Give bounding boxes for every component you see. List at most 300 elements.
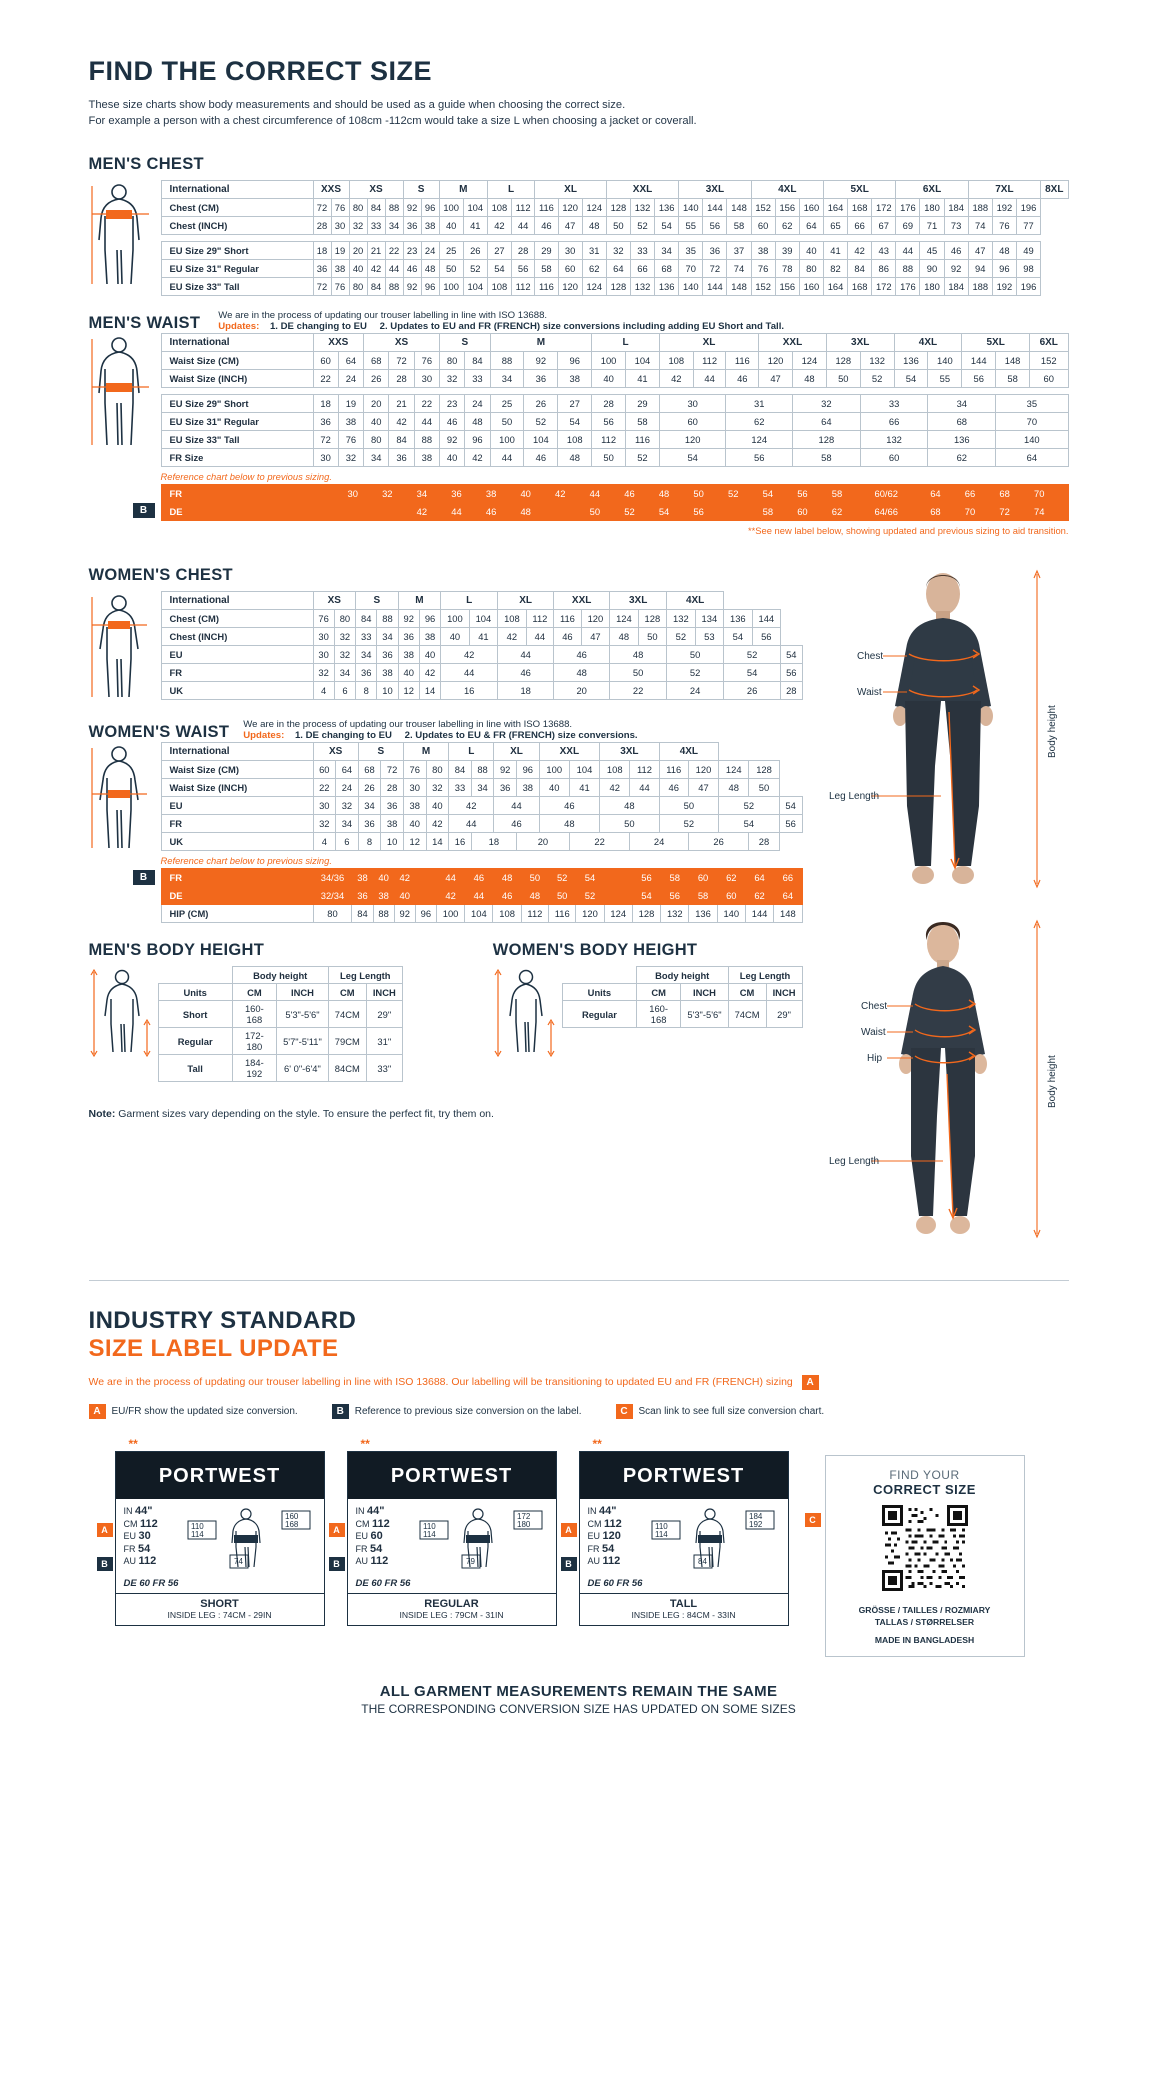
- tag-b: B: [332, 1404, 349, 1419]
- cell: 132: [860, 431, 928, 449]
- update-line-1: We are in the process of updating our trouser labelling in line with ISO 13688.: [243, 719, 573, 731]
- cell: 76: [414, 352, 439, 370]
- cell: 40: [349, 260, 367, 278]
- header-cell: INCH: [681, 984, 728, 1001]
- photo-label-chest: Chest: [856, 651, 883, 663]
- cell: 6: [336, 833, 359, 851]
- cell: 42: [441, 646, 498, 664]
- cell: 58: [820, 485, 855, 503]
- table-row: [161, 199, 1068, 217]
- svg-text:74: 74: [233, 1557, 243, 1567]
- table-header-row: [161, 743, 802, 761]
- header-cell: XXL: [554, 592, 610, 610]
- cell: 48: [992, 242, 1016, 260]
- cell: 33: [356, 628, 377, 646]
- cell: 148: [727, 278, 751, 296]
- table-row: [161, 370, 1068, 388]
- cell: 60: [751, 217, 775, 235]
- cell: 23: [403, 242, 421, 260]
- svg-text:79: 79: [465, 1557, 475, 1567]
- svg-text:184: 184: [748, 1512, 762, 1522]
- cell: 44: [439, 503, 474, 521]
- mens-body-height-block: [89, 941, 403, 1082]
- cell: 31: [582, 242, 606, 260]
- cell: 46: [554, 646, 610, 664]
- row-label: DE: [161, 887, 313, 905]
- cell: 124: [582, 278, 606, 296]
- cell: 40: [373, 869, 394, 887]
- row-label: Chest (INCH): [161, 628, 313, 646]
- label-inside-leg-3: INSIDE LEG : 84CM - 33IN: [631, 1610, 736, 1621]
- header-cell: XS: [313, 743, 358, 761]
- cell: 124: [793, 352, 827, 370]
- qr-code-image[interactable]: [836, 1505, 1014, 1596]
- cell: 62: [726, 413, 793, 431]
- cell: 19: [331, 242, 349, 260]
- table-row: [161, 610, 802, 628]
- cell: 92: [403, 278, 421, 296]
- cell: 5'3"-5'6": [277, 1001, 329, 1028]
- cell: 56: [785, 485, 820, 503]
- cell: 54: [647, 503, 682, 521]
- row-label: Short: [158, 1001, 232, 1028]
- cell: 36: [358, 815, 381, 833]
- header-cell: XL: [494, 743, 539, 761]
- cell: 92: [944, 260, 968, 278]
- header-cell: 3XL: [610, 592, 667, 610]
- table-row: [158, 1028, 402, 1055]
- table-row: [161, 260, 1068, 278]
- cell: 42: [419, 664, 440, 682]
- cell: 116: [554, 610, 582, 628]
- cell: 92: [494, 761, 517, 779]
- cell: 32: [334, 628, 355, 646]
- cell: 22: [569, 833, 630, 851]
- cell: 112: [592, 431, 626, 449]
- header-cell: INCH: [366, 984, 402, 1001]
- cell: 66: [848, 217, 872, 235]
- cell: 48: [493, 869, 521, 887]
- header-cell: 5XL: [962, 334, 1030, 352]
- label-reference-badge-b-women: B: [133, 870, 155, 885]
- cell: 88: [490, 352, 524, 370]
- header-cell: CM: [232, 984, 276, 1001]
- cell: 20: [349, 242, 367, 260]
- cell: 40: [441, 628, 469, 646]
- cell: 66: [953, 485, 988, 503]
- row-label: FR: [161, 869, 313, 887]
- svg-text:110: 110: [190, 1522, 204, 1532]
- cell: 8: [358, 833, 381, 851]
- cell: 124: [582, 199, 606, 217]
- cell: 156: [775, 199, 799, 217]
- cell: 108: [493, 905, 521, 923]
- header-cell: 4XL: [894, 334, 962, 352]
- cell: 52: [612, 503, 647, 521]
- cell: 144: [703, 278, 727, 296]
- cell: 52: [860, 370, 894, 388]
- cell: 42: [436, 887, 464, 905]
- cell: [604, 869, 632, 887]
- cell: 54: [655, 217, 679, 235]
- header-cell: S: [356, 592, 399, 610]
- cell: 46: [439, 413, 464, 431]
- table-row: [161, 503, 1068, 521]
- cell: 34: [377, 628, 398, 646]
- cell: 100: [592, 352, 626, 370]
- cell: 96: [516, 761, 539, 779]
- cell: 36: [313, 413, 338, 431]
- label-figure-3: [650, 1505, 780, 1573]
- cell: 52: [576, 887, 604, 905]
- label-inside-leg-2: INSIDE LEG : 79CM - 31IN: [399, 1610, 504, 1621]
- cell: 46: [726, 370, 759, 388]
- label-inside-leg-1: INSIDE LEG : 74CM - 29IN: [167, 1610, 272, 1621]
- cell: 50: [592, 449, 626, 467]
- cell: 6' 0"-6'4": [277, 1055, 329, 1082]
- cell: 38: [398, 646, 419, 664]
- cell: 49: [1016, 242, 1040, 260]
- womens-waist-figure: [89, 742, 161, 854]
- cell: 35: [679, 242, 703, 260]
- cell: 78: [775, 260, 799, 278]
- cell: 44: [526, 628, 554, 646]
- label-tag-a-3: A: [561, 1523, 577, 1537]
- cell: 62: [717, 869, 745, 887]
- cell: 152: [751, 278, 775, 296]
- cell: 46: [524, 449, 558, 467]
- cell: 112: [693, 352, 726, 370]
- table-row: [158, 1055, 402, 1082]
- cell: 82: [823, 260, 847, 278]
- cell: 96: [415, 905, 436, 923]
- cell: 104: [463, 199, 487, 217]
- row-label: EU Size 33" Tall: [161, 278, 313, 296]
- industry-title-2: SIZE LABEL UPDATE: [88, 1335, 339, 1363]
- cell: 64: [745, 869, 773, 887]
- cell: 36: [381, 797, 404, 815]
- cell: 96: [421, 199, 439, 217]
- cell: 58: [996, 370, 1030, 388]
- cell: 160-168: [232, 1001, 276, 1028]
- label-fit-1: SHORT: [200, 1598, 239, 1611]
- industry-intro: [89, 1375, 1069, 1390]
- cell: 88: [471, 761, 494, 779]
- qr-foot-2: TALLAS / STØRRELSER: [874, 1617, 975, 1628]
- cell: 48: [610, 646, 667, 664]
- cell: 24: [338, 370, 363, 388]
- cell: 132: [860, 352, 894, 370]
- table-row: [161, 797, 802, 815]
- table-row: [161, 217, 1068, 235]
- stars-marker-2: **: [360, 1437, 370, 1452]
- cell: 108: [498, 610, 526, 628]
- table-header-row: [158, 984, 402, 1001]
- cell: 39: [775, 242, 799, 260]
- cell: 46: [498, 664, 554, 682]
- cell: 56: [779, 815, 802, 833]
- cell: 74CM: [328, 1001, 366, 1028]
- cell: 176: [896, 199, 920, 217]
- cell: 88: [385, 199, 403, 217]
- cell: 96: [558, 352, 592, 370]
- cell: 46: [465, 869, 493, 887]
- cell: 50: [667, 646, 724, 664]
- cell: 70: [679, 260, 703, 278]
- cell: 44: [465, 887, 493, 905]
- cell: 58: [626, 413, 660, 431]
- cell: 90: [920, 260, 944, 278]
- mens-waist-update-note: [218, 310, 784, 332]
- cell: 34: [490, 370, 524, 388]
- cell: 152: [751, 199, 775, 217]
- cell: 30: [335, 485, 370, 503]
- header-cell: Body height: [232, 967, 328, 984]
- spec-value: 54: [138, 1542, 151, 1555]
- cell: 36: [377, 646, 398, 664]
- cell: 80: [439, 352, 464, 370]
- cell: 124: [610, 610, 638, 628]
- cell: 21: [367, 242, 385, 260]
- header-cell: 4XL: [751, 181, 823, 199]
- cell: 38: [338, 413, 363, 431]
- cell: 76: [403, 761, 426, 779]
- cell: 104: [569, 761, 599, 779]
- cell: 32: [439, 370, 464, 388]
- cell: 40: [539, 779, 569, 797]
- cell: 50: [749, 779, 779, 797]
- spec-key: AU: [587, 1556, 601, 1567]
- cell: 46: [659, 779, 688, 797]
- cell: 96: [465, 431, 490, 449]
- row-label: Waist Size (INCH): [161, 370, 313, 388]
- cell: 42: [389, 413, 414, 431]
- table-row: [161, 485, 1068, 503]
- cell: 46: [539, 797, 600, 815]
- cell: 168: [848, 199, 872, 217]
- cell: 38: [558, 370, 592, 388]
- header-cell: XL: [659, 334, 758, 352]
- cell: 31": [366, 1028, 402, 1055]
- table-row: [161, 278, 1068, 296]
- cell: 64: [996, 449, 1068, 467]
- cell: 128: [606, 278, 630, 296]
- cell: 140: [679, 199, 703, 217]
- mens-chest-block: [89, 180, 1069, 296]
- header-cell: INCH: [766, 984, 802, 1001]
- qr-card[interactable]: [825, 1455, 1025, 1657]
- cell: 52: [630, 217, 654, 235]
- cell: 32: [338, 449, 363, 467]
- garment-note: [89, 1108, 803, 1120]
- cell: 120: [558, 199, 582, 217]
- cell: 28: [381, 779, 404, 797]
- cell: 148: [996, 352, 1030, 370]
- cell: 160: [799, 278, 823, 296]
- row-label: FR Size: [161, 449, 313, 467]
- cell: 5'3"-5'6": [681, 1001, 728, 1028]
- cell: 47: [581, 628, 609, 646]
- cell: 48: [582, 217, 606, 235]
- section-title-womens-waist: WOMEN'S WAIST: [88, 723, 230, 742]
- cell: 50: [521, 869, 548, 887]
- header-cell: 8XL: [1041, 181, 1068, 199]
- cell: 104: [469, 610, 497, 628]
- cell: 64: [793, 413, 861, 431]
- cell: 88: [373, 905, 394, 923]
- table-header-row: [562, 984, 802, 1001]
- row-label: Regular: [562, 1001, 636, 1028]
- table-row: [161, 664, 802, 682]
- cell: 18: [498, 682, 554, 700]
- cell: 132: [661, 905, 689, 923]
- cell: 34: [655, 242, 679, 260]
- cell: 46: [493, 887, 521, 905]
- cell: 120: [558, 278, 582, 296]
- cell: [335, 503, 370, 521]
- cell: 50: [826, 370, 860, 388]
- cell: 50: [578, 503, 613, 521]
- cell: 84: [465, 352, 490, 370]
- mens-body-height-figure: [89, 966, 158, 1063]
- cell: 76: [992, 217, 1016, 235]
- cell: [324, 485, 335, 503]
- row-label: EU Size 31" Regular: [161, 413, 313, 431]
- label-card-short: [101, 1437, 325, 1626]
- spec-value: 112: [140, 1517, 158, 1530]
- cell: 26: [358, 779, 381, 797]
- cell: 52: [659, 815, 719, 833]
- cell: 79CM: [328, 1028, 366, 1055]
- womens-waist-update-note: [243, 719, 637, 741]
- label-fit-2: REGULAR: [424, 1598, 479, 1611]
- table-row: [161, 779, 802, 797]
- cell: 38: [331, 260, 349, 278]
- spec-key: AU: [123, 1556, 137, 1567]
- cell: 184: [944, 199, 968, 217]
- cell: 28: [389, 370, 414, 388]
- cell: 74: [1022, 503, 1057, 521]
- cell: 108: [487, 199, 511, 217]
- cell: [716, 503, 751, 521]
- cell: 30: [331, 217, 349, 235]
- body-height-section: [89, 941, 803, 1082]
- cell: 26: [524, 395, 558, 413]
- cell: 38: [373, 887, 394, 905]
- cell: 76: [313, 610, 334, 628]
- cell: 30: [403, 779, 426, 797]
- cell: 132: [630, 199, 654, 217]
- cell: 32: [606, 242, 630, 260]
- spec-key: IN: [123, 1506, 133, 1517]
- cell: 172-180: [232, 1028, 276, 1055]
- cell: 196: [1016, 199, 1040, 217]
- spec-value: 112: [372, 1517, 390, 1530]
- womens-chest-figure: [89, 591, 161, 703]
- table-row: [158, 1001, 402, 1028]
- cell: 56: [703, 217, 727, 235]
- update-item-1: 1. DE changing to EU: [269, 321, 367, 333]
- cell: 42: [600, 779, 630, 797]
- cell: 124: [726, 431, 793, 449]
- cell: 68: [358, 761, 381, 779]
- cell: 29": [366, 1001, 402, 1028]
- cell: 92: [403, 199, 421, 217]
- cell: 80: [799, 260, 823, 278]
- photo-label-body-height: Body height: [1046, 705, 1058, 759]
- cell: 128: [749, 761, 779, 779]
- label-figure-1: [186, 1505, 316, 1573]
- cell: 108: [487, 278, 511, 296]
- qr-tag-c: C: [805, 1513, 821, 1527]
- cell: 50: [681, 485, 716, 503]
- table-row: [161, 905, 802, 923]
- cell: 42: [543, 485, 578, 503]
- table-row: [161, 887, 802, 905]
- cell: 64: [774, 887, 802, 905]
- page-title: FIND THE CORRECT SIZE: [88, 56, 433, 86]
- industry-intro-text: We are in the process of updating our trouser labelling in line with ISO 13688. Our labelling will be transitioning to updated EU and FR (FRENCH) sizing: [88, 1376, 793, 1389]
- cell: 34: [334, 664, 355, 682]
- cell: 192: [992, 278, 1016, 296]
- cell: 36: [403, 217, 421, 235]
- cell: 52: [524, 413, 558, 431]
- spec-key: CM: [587, 1518, 602, 1529]
- cell: 112: [511, 199, 534, 217]
- bottom-note-2: THE CORRESPONDING CONVERSION SIZE HAS UPDATED ON SOME SIZES: [361, 1702, 796, 1717]
- cell: 41: [626, 370, 660, 388]
- cell: 72: [313, 431, 338, 449]
- table-row: [161, 413, 1068, 431]
- cell: 29: [626, 395, 660, 413]
- spec-value: 112: [602, 1555, 621, 1568]
- header-cell: 4XL: [659, 743, 719, 761]
- cell: 24: [667, 682, 724, 700]
- cell: 50: [638, 628, 666, 646]
- header-cell: M: [398, 592, 441, 610]
- cell: 30: [313, 449, 338, 467]
- cell: 104: [463, 278, 487, 296]
- cell: 34: [385, 217, 403, 235]
- qr-title-1: FIND YOUR: [889, 1468, 960, 1483]
- cell: 38: [516, 779, 539, 797]
- cell: 168: [848, 278, 872, 296]
- cell: 47: [968, 242, 992, 260]
- cell: 100: [539, 761, 569, 779]
- cell: 40: [439, 449, 464, 467]
- cell: 156: [775, 278, 799, 296]
- cell: 108: [558, 431, 592, 449]
- spec-key: FR: [123, 1543, 136, 1554]
- cell: 48: [558, 449, 592, 467]
- cell: 8: [356, 682, 377, 700]
- label-reference-badge-b: B: [133, 503, 155, 518]
- cell: 60: [1030, 370, 1068, 388]
- updates-prefix: Updates:: [243, 730, 285, 742]
- cell: 14: [426, 833, 449, 851]
- cell: 40: [364, 413, 389, 431]
- cell: 76: [751, 260, 775, 278]
- cell: 42: [367, 260, 385, 278]
- cell: 22: [610, 682, 667, 700]
- table-row: [161, 646, 802, 664]
- spec-value: 112: [138, 1555, 157, 1568]
- cell: 52: [719, 797, 780, 815]
- cell: 50: [606, 217, 630, 235]
- svg-text:168: 168: [284, 1520, 298, 1530]
- cell: 60: [313, 761, 336, 779]
- spec-key: FR: [355, 1543, 368, 1554]
